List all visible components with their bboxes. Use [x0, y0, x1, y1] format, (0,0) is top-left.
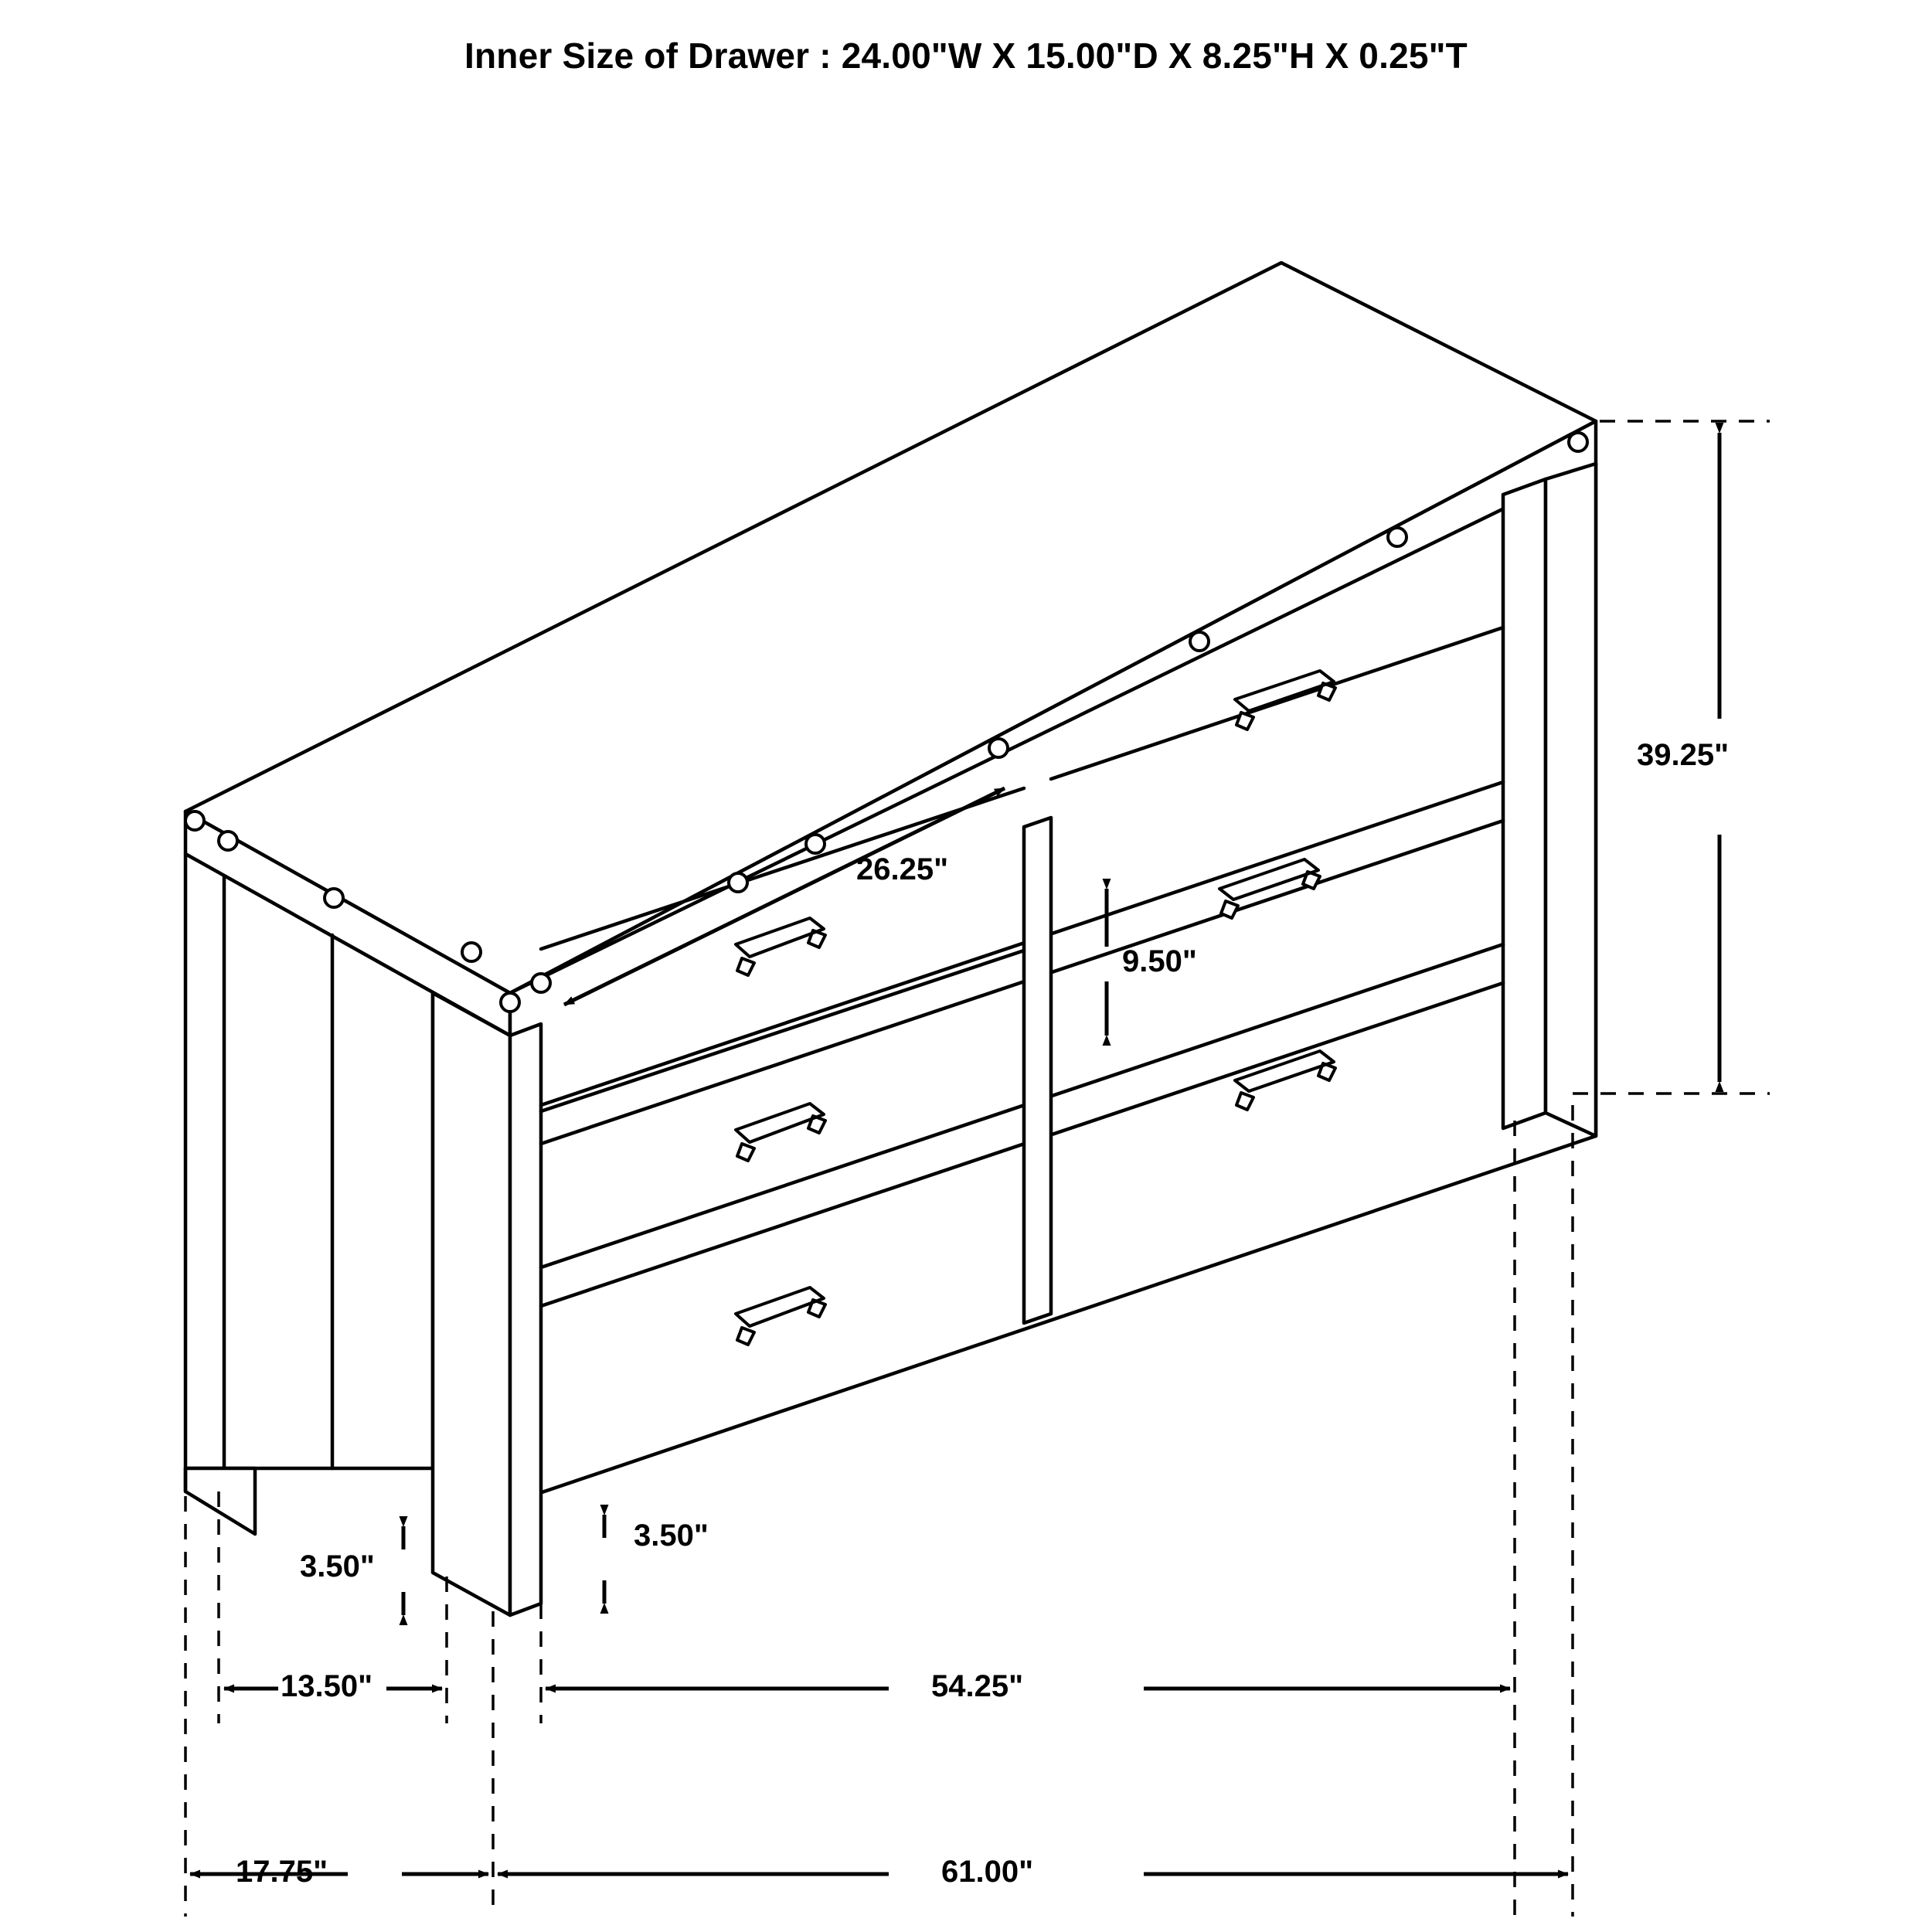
dim-label-case-width: 54.25": [931, 1669, 1024, 1703]
center-divider: [1024, 818, 1051, 1323]
dim-label-overall-depth: 17.75": [236, 1855, 328, 1889]
dim-label-diagonal: 26.25": [856, 852, 949, 886]
right-side-post: [1546, 464, 1596, 1136]
dim-label-case-depth: 13.50": [281, 1669, 373, 1703]
dim-label-leg-left: 3.50": [300, 1549, 375, 1583]
dresser-body: [185, 263, 1596, 1615]
dim-label-overall-height: 39.25": [1637, 738, 1730, 772]
front-left-leg: [433, 993, 541, 1615]
front-right-leg: [1503, 479, 1546, 1128]
dim-label-drawer-gap: 9.50": [1122, 944, 1197, 978]
page-title: Inner Size of Drawer : 24.00"W X 15.00"D X 8.25"H X 0.25"T: [464, 36, 1468, 76]
dim-label-leg-right: 3.50": [634, 1519, 709, 1553]
left-rear-leg: [185, 1468, 255, 1534]
dim-label-overall-width: 61.00": [941, 1855, 1034, 1889]
